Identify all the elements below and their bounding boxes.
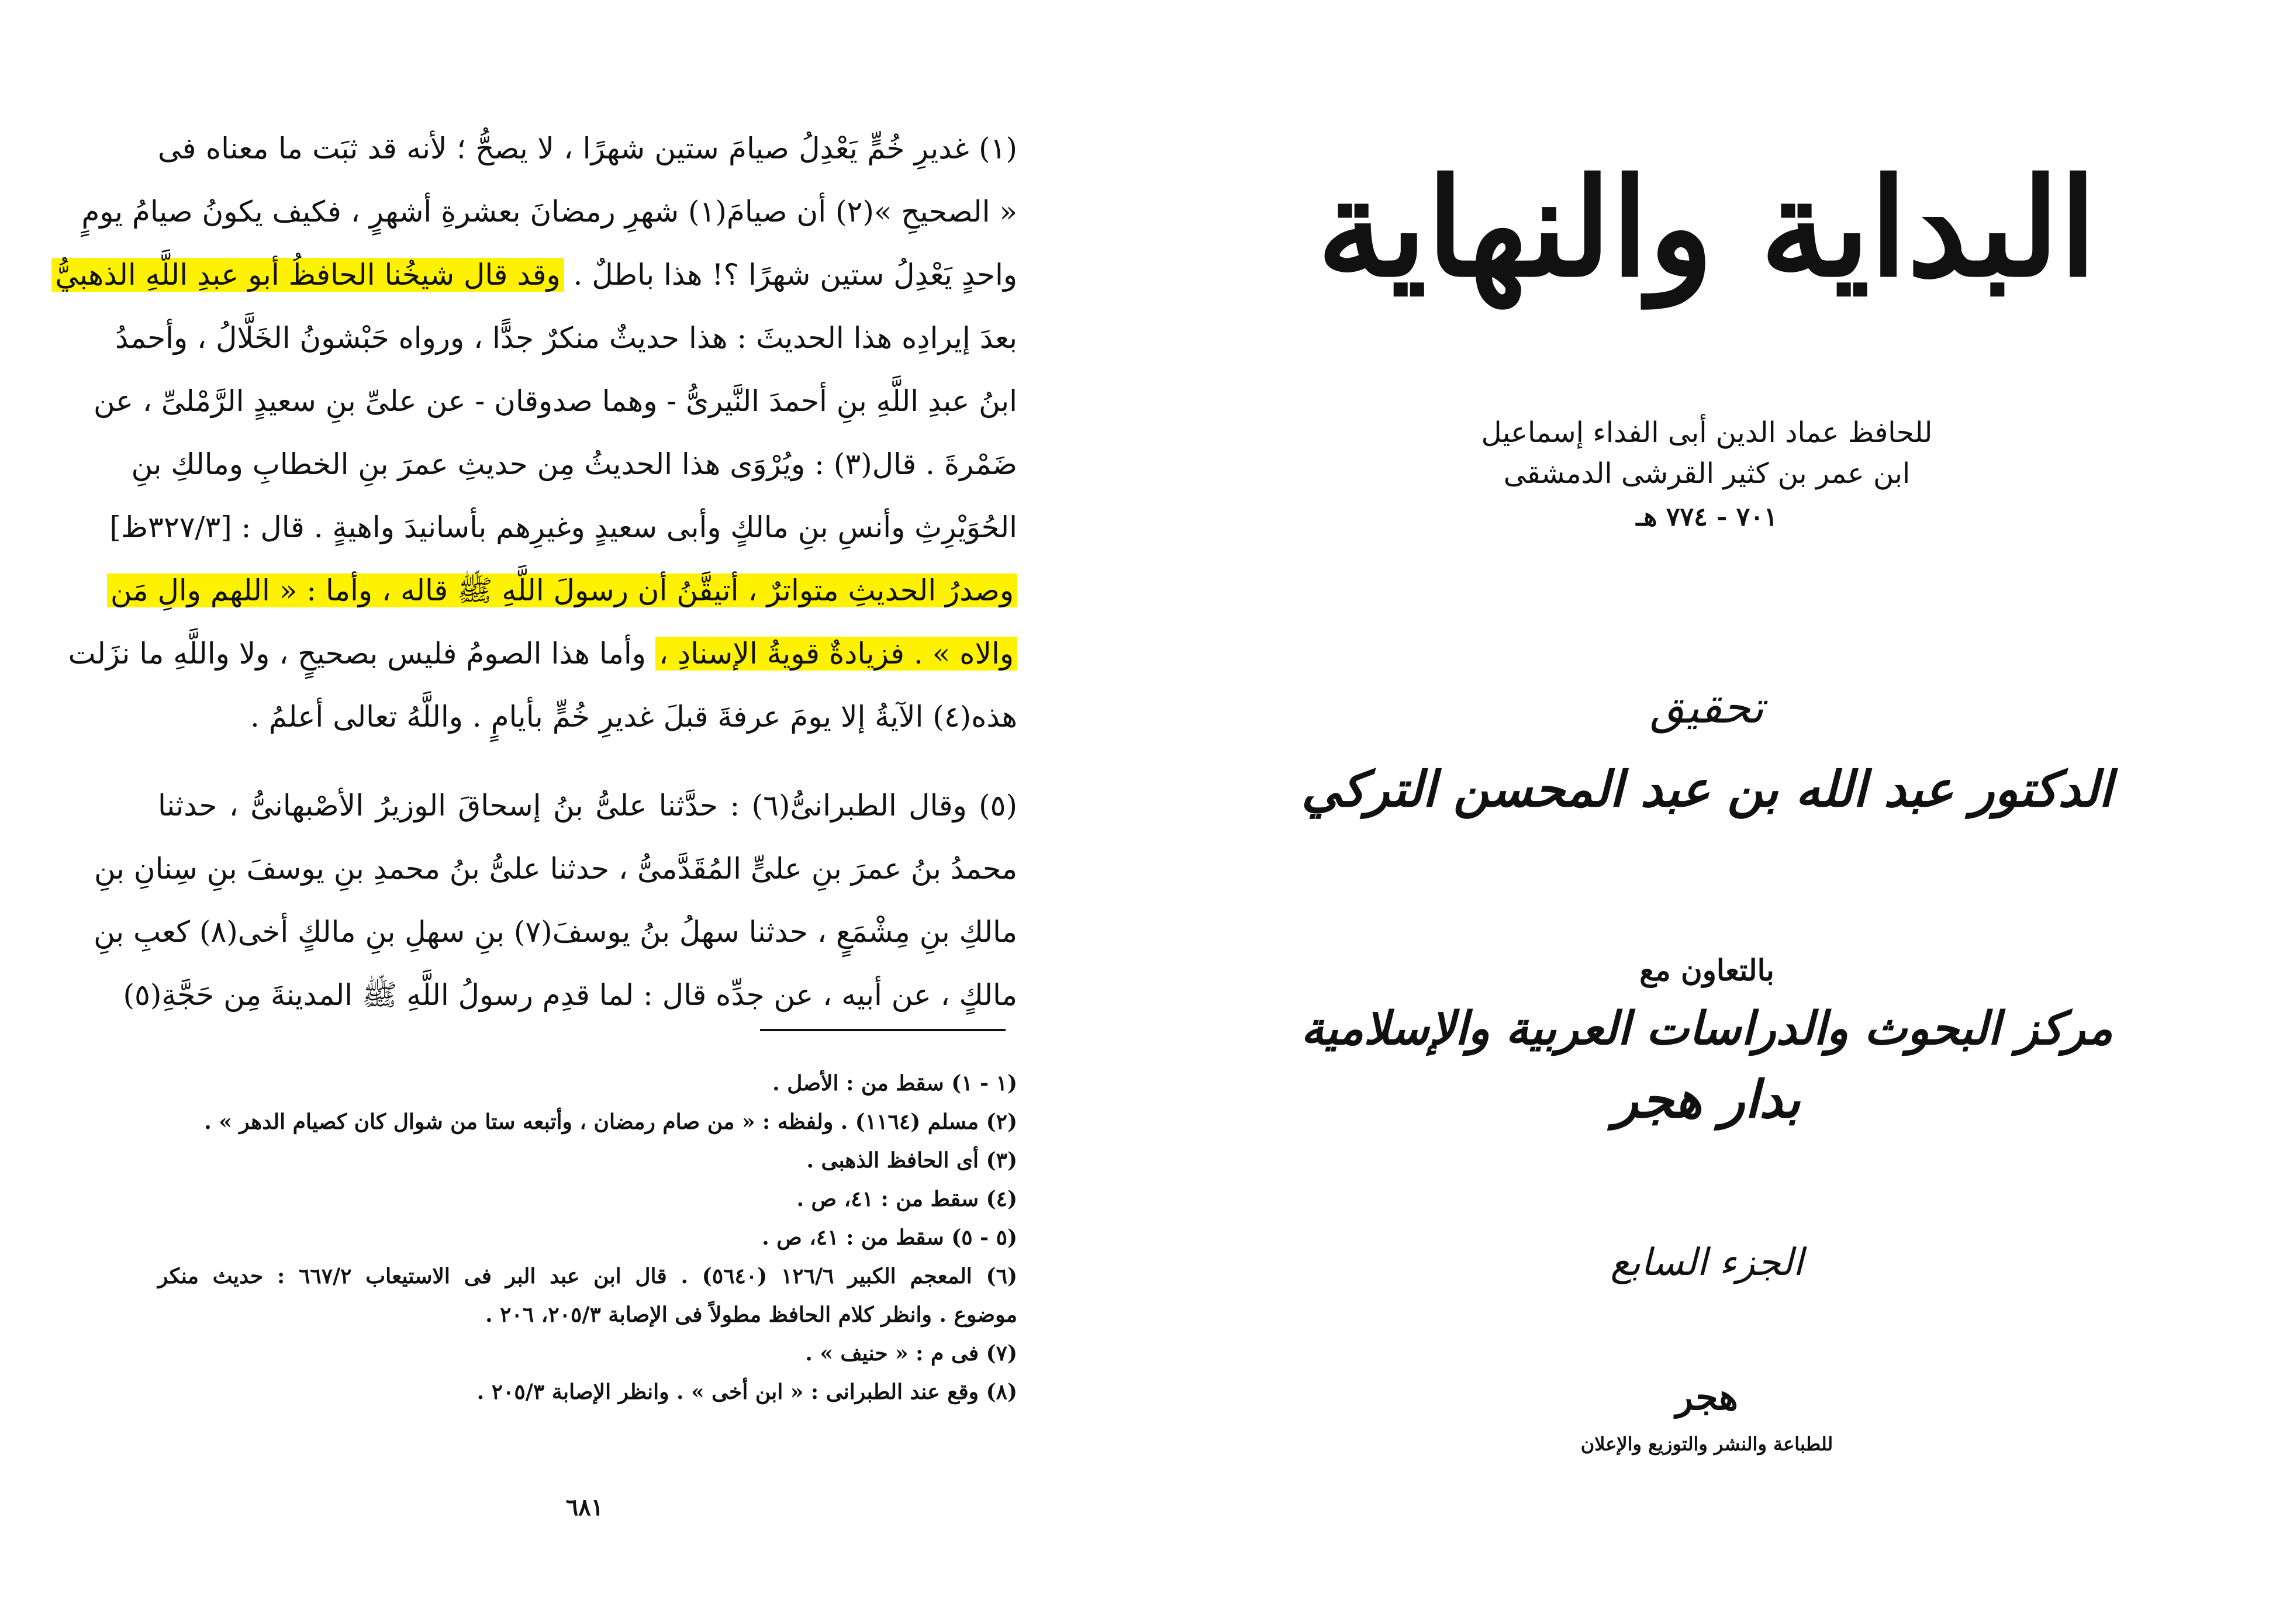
footnote: (١ - ١) سقط من : الأصل . [772, 1071, 1017, 1096]
book-title: البداية والنهاية [1317, 149, 2097, 307]
body-text-segment: (٥) وقال الطبرانىُّ(٦) : حدَّثنا علىُّ بنُ إسحاقَ الوزيرُ الأصْبهانىُّ ، حدثنا [158, 789, 1017, 823]
body-line [94, 900, 1017, 963]
paragraph-gap [158, 748, 1017, 774]
body-text-segment: ابنُ عبدِ اللَّهِ بنِ أحمدَ النَّيرىُّ - وهما صدوقان - عن علىِّ بنِ سعيدٍ الرَّمْلىِّ ، عن [94, 384, 1017, 418]
body-line [55, 243, 1017, 306]
author-line-1: للحافظ عماد الدين أبى الفداء إسماعيل [1481, 416, 1933, 449]
highlighted-text: والاه » . فزيادةٌ قويةُ الإسنادِ ، [655, 637, 1017, 671]
body-line [68, 622, 1017, 685]
body-text-segment: هذه(٤) الآيةُ إلا يومَ عرفةَ قبلَ غديرِ خُمٍّ بأيامٍ . واللَّهُ تعالى أعلمُ . [250, 700, 1017, 734]
footnotes [158, 1064, 1017, 1411]
right-page [1138, 0, 2276, 1624]
editor-name: الدكتور عبد الله بن عبد المحسن التركي [1301, 760, 2113, 818]
body-line [158, 117, 1017, 180]
footnote: (٢) مسلم (١١٦٤) . ولفظه : « من صام رمضان ، وأتبعه ستا من شوال كان كصيام الدهر » . [204, 1110, 1017, 1134]
tahqiq-label: تحقيق [1650, 681, 1764, 733]
footnote: (٣) أى الحافظ الذهبى . [806, 1148, 1017, 1173]
author-dates: ٧٠١ - ٧٧٤ هـ [1636, 502, 1778, 532]
page-number: ٦٨١ [565, 1494, 604, 1521]
body-line [109, 496, 1017, 559]
volume-label: الجزء السابع [1610, 1241, 1804, 1284]
cooperation-house: بدار هجر [1613, 1069, 1801, 1129]
body-line [158, 774, 1017, 837]
footnote: (٥ - ٥) سقط من : ٤١، ص . [762, 1225, 1017, 1250]
footnote: (٦) المعجم الكبير ١٢٦/٦ (٥٦٤٠) . قال ابن عبد البر فى الاستيعاب ٦٦٧/٢ : حديث منكر [158, 1264, 1017, 1288]
body-line [115, 306, 1017, 369]
body-text-segment: وأما هذا الصومُ فليس بصحيحٍ ، ولا واللَّهِ ما نزَلت [68, 637, 655, 671]
author-line-2: ابن عمر بن كثير القرشى الدمشقى [1503, 457, 1911, 490]
body-text-segment: مالكِ بنِ مِشْمَعٍ ، حدثنا سهلُ بنُ يوسفَ(٧) بنِ سهلِ بنِ مالكٍ أخى(٨) كعبِ بنِ [94, 915, 1017, 949]
body-line [94, 837, 1017, 900]
footnote-separator [760, 1029, 1006, 1031]
body-line [131, 433, 1017, 496]
body-text-segment: محمدُ بنُ عمرَ بنِ علىٍّ المُقَدَّمىُّ ، حدثنا علىُّ بنُ محمدِ بنِ يوسفَ بنِ سِنانِ بنِ [94, 852, 1017, 886]
footnote: موضوع . وانظر كلام الحافظ مطولاً فى الإصابة ٢٠٥/٣، ٢٠٦ . [485, 1302, 1017, 1327]
body-text-segment: « الصحيحِ »(٢) أن صيامَ(١) شهرِ رمضانَ بعشرةِ أشهرٍ ، فكيف يكونُ صيامُ يومٍ [81, 195, 1017, 229]
footnote: (٧) فى م : « حنيف » . [805, 1341, 1017, 1366]
footnote: (٤) سقط من : ٤١، ص . [796, 1187, 1017, 1211]
body-text-segment: ضَمْرةَ . قال(٣) : ويُرْوَى هذا الحديثُ مِن حديثِ عمرَ بنِ الخطابِ ومالكِ بنِ [131, 447, 1017, 481]
body-text-segment: بعدَ إيرادِه هذا الحديثَ : هذا حديثٌ منكرٌ جدًّا ، ورواه حَبْشونُ الخَلَّالُ ، وأحمدُ [115, 321, 1017, 355]
body-line [123, 963, 1017, 1027]
footnote: (٨) وقع عند الطبرانى : « ابن أخى » . وانظر الإصابة ٢٠٥/٣ . [476, 1380, 1017, 1404]
body-text-segment: (١) غديرِ خُمٍّ يَعْدِلُ صيامَ ستين شهرًا ، لا يصحُّ ؛ لأنه قد ثبَت ما معناه فى [158, 132, 1017, 165]
body-line [81, 180, 1017, 243]
body-text [55, 117, 1017, 1027]
body-line [94, 369, 1017, 433]
cooperation-label: بالتعاون مع [1639, 953, 1774, 987]
body-text-segment: الحُوَيْرِثِ وأنسِ بنِ مالكٍ وأبى سعيدٍ وغيرِهم بأسانيدَ واهيةٍ . قال : [٣٢٧/٣ظ] [109, 510, 1017, 544]
publisher-name: هجر [1676, 1376, 1738, 1418]
cooperation-org: مركز البحوث والدراسات العربية والإسلامية [1301, 1002, 2113, 1055]
body-text-segment: واحدٍ يَعْدِلُ ستين شهرًا ؟! هذا باطلٌ . [564, 258, 1017, 292]
body-line [158, 685, 1017, 748]
body-text-segment: مالكٍ ، عن أبيه ، عن جدِّه قال : لما قدِم رسولُ اللَّهِ ﷺ المدينةَ مِن حَجَّةِ(٥) [123, 978, 1017, 1012]
body-line [110, 559, 1017, 622]
highlighted-text: وقد قال شيخُنا الحافظُ أبو عبدِ اللَّهِ الذهبيُّ [51, 258, 564, 292]
highlighted-text: وصدرُ الحديثِ متواترٌ ، أتيقَّنُ أن رسولَ اللَّهِ ﷺ قاله ، وأما : « اللهم والِ مَن [107, 573, 1017, 607]
publisher-tagline: للطباعة والنشر والتوزيع والإعلان [1580, 1433, 1833, 1455]
